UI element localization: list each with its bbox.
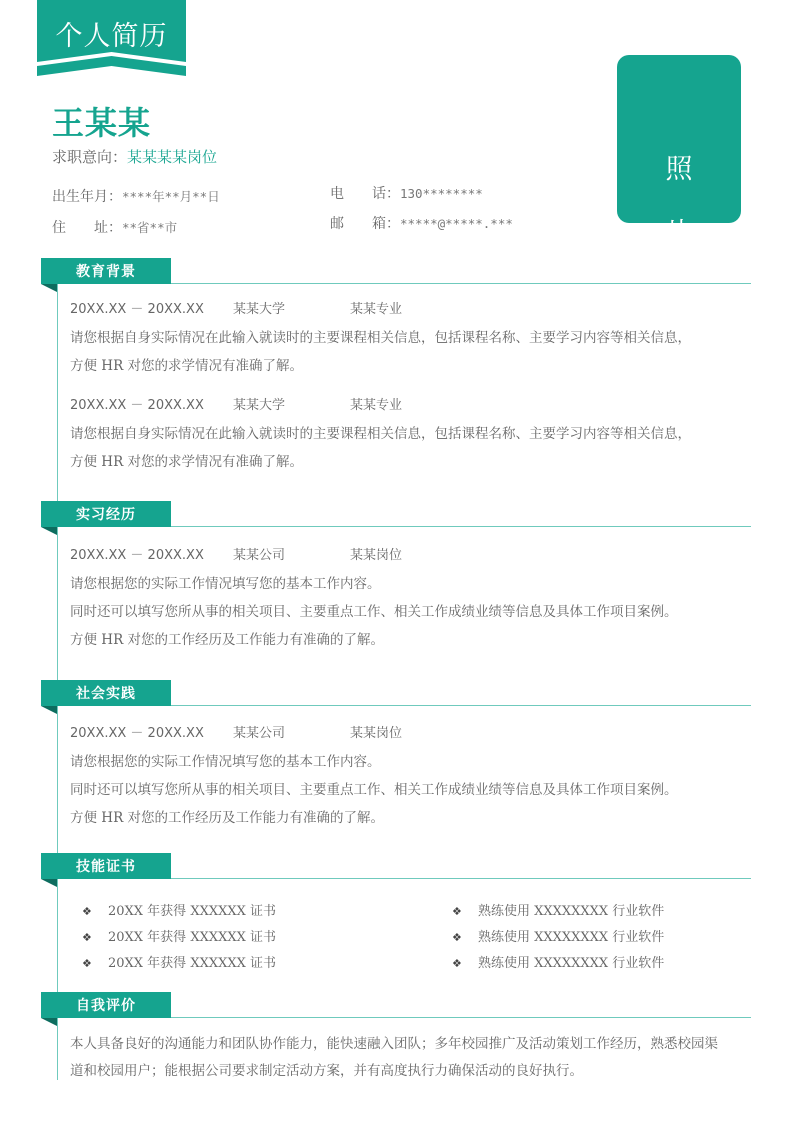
address-field	[52, 217, 177, 237]
birth-value: ****年**月**日	[122, 189, 220, 204]
diamond-bullet-icon: ❖	[452, 905, 462, 918]
self-evaluation-text: 道和校园用户；能根据公司要求制定活动方案，并有高度执行力确保活动的良好执行。	[70, 1063, 583, 1079]
entry-text: 请您根据自身实际情况在此输入就读时的主要课程相关信息，包括课程名称、主要学习内容等相关信息，	[70, 426, 691, 442]
section-title: 教育背景	[76, 264, 136, 280]
entry-text: 同时还可以填写您所从事的相关项目、主要重点工作、相关工作成绩业绩等信息及具体工作项目案例。	[70, 782, 678, 798]
section-title: 自我评价	[76, 998, 136, 1014]
phone-field	[330, 183, 483, 203]
address-value: **省**市	[122, 220, 178, 235]
email-field	[330, 213, 513, 233]
section-rule	[171, 878, 751, 879]
timeline-rule	[57, 270, 58, 1080]
entry-school: 某某大学	[233, 398, 286, 413]
banner-title: 个人简历	[55, 21, 168, 52]
skill-item: ❖ 20XX 年获得 XXXXXX 证书	[82, 956, 276, 971]
entry-position: 某某岗位	[350, 548, 403, 563]
section-title: 社会实践	[76, 686, 136, 702]
title-banner	[37, 0, 186, 80]
skill-item: ❖ 熟练使用 XXXXXXXX 行业软件	[452, 956, 665, 971]
photo-label-1: 照	[665, 154, 693, 185]
section-tab-fold	[41, 706, 57, 714]
diamond-bullet-icon: ❖	[82, 957, 92, 970]
birth-label: 出生年月：	[52, 189, 122, 205]
entry-date: 20XX.XX － 20XX.XX	[70, 302, 204, 317]
photo-label-2: 片	[665, 218, 693, 249]
section-rule	[171, 283, 751, 284]
entry-company: 某某公司	[233, 548, 286, 563]
entry-date: 20XX.XX － 20XX.XX	[70, 398, 204, 413]
entry-date: 20XX.XX － 20XX.XX	[70, 548, 204, 563]
entry-text: 请您根据您的实际工作情况填写您的基本工作内容。	[70, 754, 381, 770]
entry-text: 请您根据您的实际工作情况填写您的基本工作内容。	[70, 576, 381, 592]
entry-text: 方便 HR 对您的求学情况有准确了解。	[70, 454, 304, 470]
job-intent-label: 求职意向：	[52, 148, 128, 166]
entry-text: 方便 HR 对您的工作经历及工作能力有准确的了解。	[70, 632, 385, 648]
section-tab-fold	[41, 284, 57, 292]
section-tab-fold	[41, 1018, 57, 1026]
skill-item: ❖ 熟练使用 XXXXXXXX 行业软件	[452, 930, 665, 945]
section-title: 实习经历	[76, 507, 136, 523]
diamond-bullet-icon: ❖	[452, 957, 462, 970]
entry-text: 方便 HR 对您的工作经历及工作能力有准确的了解。	[70, 810, 385, 826]
skill-item: ❖ 熟练使用 XXXXXXXX 行业软件	[452, 904, 665, 919]
job-intent	[52, 146, 217, 167]
entry-major: 某某专业	[350, 398, 403, 413]
section-rule	[171, 1017, 751, 1018]
skill-item: ❖ 20XX 年获得 XXXXXX 证书	[82, 904, 276, 919]
skill-item: ❖ 20XX 年获得 XXXXXX 证书	[82, 930, 276, 945]
section-title: 技能证书	[76, 859, 136, 875]
entry-text: 同时还可以填写您所从事的相关项目、主要重点工作、相关工作成绩业绩等信息及具体工作项目案例。	[70, 604, 678, 620]
entry-company: 某某公司	[233, 726, 286, 741]
section-rule	[171, 705, 751, 706]
entry-date: 20XX.XX － 20XX.XX	[70, 726, 204, 741]
diamond-bullet-icon: ❖	[82, 905, 92, 918]
entry-text: 请您根据自身实际情况在此输入就读时的主要课程相关信息，包括课程名称、主要学习内容等相关信息，	[70, 330, 691, 346]
entry-position: 某某岗位	[350, 726, 403, 741]
self-evaluation-text: 本人具备良好的沟通能力和团队协作能力，能快速融入团队；多年校园推广及活动策划工作经历，熟悉校园渠	[70, 1036, 718, 1052]
entry-school: 某某大学	[233, 302, 286, 317]
diamond-bullet-icon: ❖	[452, 931, 462, 944]
photo-placeholder[interactable]	[617, 55, 741, 249]
email-value: *****@*****.***	[400, 216, 513, 231]
diamond-bullet-icon: ❖	[82, 931, 92, 944]
section-rule	[171, 526, 751, 527]
email-label: 邮 箱：	[330, 216, 400, 232]
birth-field	[52, 186, 220, 206]
address-label: 住 址：	[52, 220, 122, 236]
entry-text: 方便 HR 对您的求学情况有准确了解。	[70, 358, 304, 374]
section-tab-fold	[41, 879, 57, 887]
entry-major: 某某专业	[350, 302, 403, 317]
job-intent-value: 某某某某岗位	[127, 148, 218, 166]
section-tab-fold	[41, 527, 57, 535]
phone-value: 130********	[400, 186, 483, 201]
candidate-name: 王某某	[52, 104, 152, 142]
phone-label: 电 话：	[330, 186, 400, 202]
